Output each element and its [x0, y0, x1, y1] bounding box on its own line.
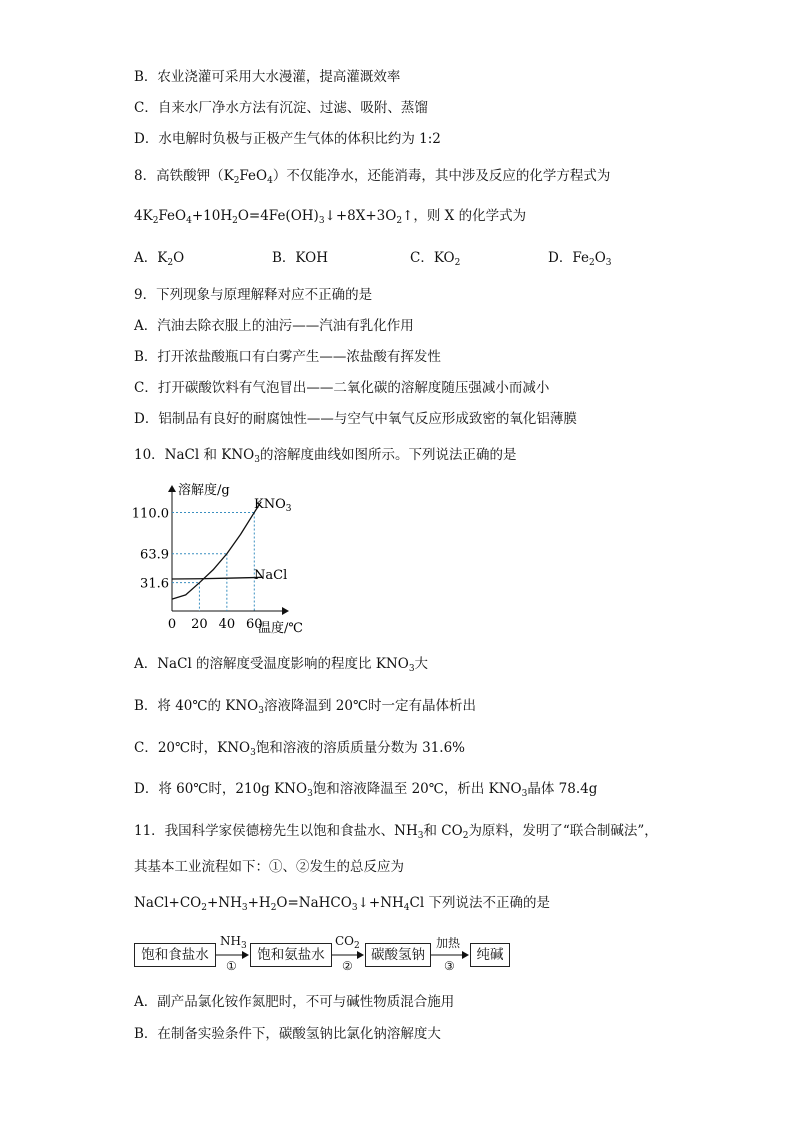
question-8-stem: 8．高铁酸钾$(K_2FeO_4)$不仅能净水，还能消毒，其中涉及反应的化学方程式为 [134, 168, 611, 186]
question-8-option-b: B．KOH [272, 250, 328, 266]
nacl-series-label: NaCl [254, 568, 288, 583]
flow-arrow-3-step: ③ [444, 959, 455, 973]
flow-box-ammoniated-brine: 饱和氨盐水 [250, 943, 332, 967]
x-tick-label: 60 [246, 617, 263, 632]
question-8-option-a: A．$K_2O$ [134, 250, 185, 268]
flow-arrow-3-top-label: 加热 [436, 936, 461, 950]
question-10-option-d: D．将 60℃时，210g $KNO_3$饱和溶液降温至 20℃，析出 $KNO_3$晶体 78.4g [134, 781, 598, 799]
question-9-option-d: D．铝制品有良好的耐腐蚀性——与空气中氧气反应形成致密的氧化铝薄膜 [134, 411, 577, 427]
kno3-series-label: $KNO_3$ [254, 497, 292, 514]
question-11-option-b: B．在制备实验条件下，碳酸氢钠比氯化钠溶解度大 [134, 1026, 441, 1042]
question-9-option-b: B．打开浓盐酸瓶口有白雾产生——浓盐酸有挥发性 [134, 349, 441, 365]
question-10-stem: 10．NaCl 和 $KNO_3$的溶解度曲线如图所示。下列说法正确的是 [134, 447, 517, 465]
x-tick-label: 20 [191, 617, 208, 632]
flow-arrow-1-step: ① [226, 959, 237, 973]
question-8-option-c: C．$KO_2$ [410, 250, 461, 268]
flow-box-soda-ash: 纯碱 [470, 943, 510, 967]
solubility-chart [131, 476, 338, 646]
question-9-option-c: C．打开碳酸饮料有气泡冒出——二氧化碳的溶解度随压强减小而减小 [134, 380, 550, 396]
flow-box-sodium-bicarbonate: 碳酸氢钠 [365, 943, 431, 967]
x-tick-label: 40 [218, 617, 236, 632]
y-tick-label: 63.9 [140, 547, 169, 563]
y-axis-label: 溶解度/g [178, 483, 230, 498]
question-8-option-d: D．$Fe_2O_3$ [548, 250, 612, 268]
question-11-stem-line2: 其基本工业流程如下：①、②发生的总反应为 [134, 859, 404, 875]
y-tick-label: 110.0 [131, 506, 169, 522]
flow-box-saturated-brine: 饱和食盐水 [134, 943, 216, 967]
flow-arrow-2-step: ② [342, 959, 353, 973]
kno3-curve [172, 502, 261, 599]
flow-arrow-1-top-label: $NH_3$ [220, 934, 247, 951]
question-11-option-a: A．副产品氯化铵作氮肥时，不可与碱性物质混合施用 [134, 994, 455, 1010]
question-10-option-c: C．20℃时，$KNO_3$饱和溶液的溶质质量分数为 31.6% [134, 740, 465, 758]
question-11-stem: 11．我国科学家侯德榜先生以饱和食盐水、$NH_3$和 $CO_2$为原料，发明了“联合制碱法”， [134, 823, 658, 841]
question-9-stem: 9．下列现象与原理解释对应不正确的是 [134, 287, 373, 303]
question-11-equation: $NaCl+CO_2+NH_3+H_2O=NaHCO_3↓+NH_4Cl$ 下列说法不正确的是 [134, 895, 550, 913]
question-10-option-b: B．将 40℃的 $KNO_3$溶液降温到 20℃时一定有晶体析出 [134, 698, 477, 716]
y-tick-label: 31.6 [140, 576, 169, 592]
option-line: C．自来水厂净水方法有沉淀、过滤、吸附、蒸馏 [134, 100, 428, 116]
option-line: D．水电解时负极与正极产生气体的体积比约为 1:2 [134, 131, 441, 147]
option-line: B．农业浇灌可采用大水漫灌，提高灌溉效率 [134, 69, 401, 85]
x-tick-label: 0 [167, 617, 177, 632]
question-10-option-a: A．NaCl 的溶解度受温度影响的程度比 $KNO_3$大 [134, 656, 429, 674]
x-axis-label: 温度/℃ [258, 621, 303, 636]
flow-arrow-2-top-label: $CO_2$ [335, 934, 360, 951]
nacl-curve [172, 577, 263, 579]
question-8-equation: $4K_2FeO_4+10H_2O=4Fe(OH)_3↓+8X+3O_2↑$，则 X 的化学式为 [134, 208, 527, 226]
question-9-option-a: A．汽油去除衣服上的油污——汽油有乳化作用 [134, 318, 414, 334]
